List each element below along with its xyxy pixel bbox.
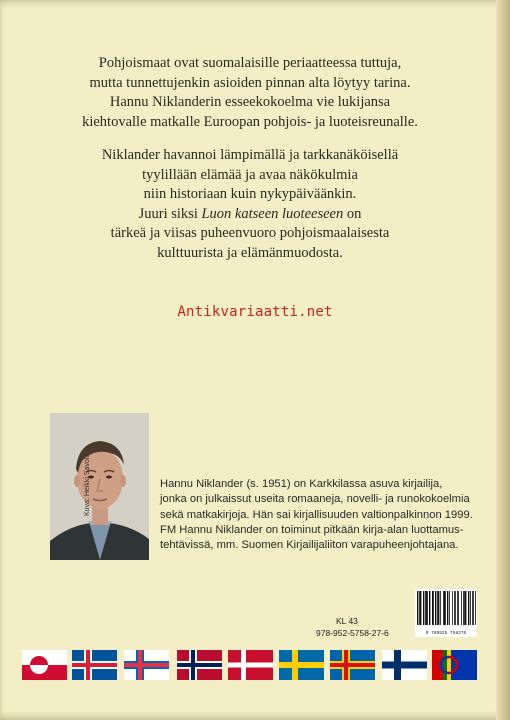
barcode-bars: [415, 589, 477, 629]
photo-credit: Kuva: Heikki Savola: [84, 453, 91, 516]
bio-line: tehtävissä, mm. Suomen Kirjailijaliiton varapuheenjohtajana.: [160, 539, 459, 552]
blurb-paragraph-1: [60, 54, 440, 132]
bio-line: Hannu Niklander (s. 1951) on Karkkilassa asuva kirjailija,: [160, 478, 443, 490]
barcode-bar: [423, 591, 424, 625]
barcode-bar: [427, 591, 428, 625]
cover-edge: [496, 0, 510, 720]
author-photo: [50, 413, 149, 560]
barcode-bar: [438, 591, 439, 625]
barcode-bar: [452, 591, 453, 625]
aland-flag-icon: [330, 650, 375, 680]
barcode-bar: [468, 591, 469, 625]
bio-line: FM Hannu Niklander on toiminut pitkään kirja-alan luottamus-: [160, 523, 464, 536]
blurb-line: kiehtovalle matkalle Euroopan pohjois- ja luoteisreunalle.: [82, 113, 418, 130]
blurb-line: Pohjoismaat ovat suomalaisille periaatteessa tuttuja,: [98, 55, 402, 71]
author-bio: [160, 477, 480, 553]
barcode-bar: [435, 591, 436, 625]
isbn: 978-952-5758-27-6: [316, 628, 389, 638]
barcode-bar: [470, 591, 471, 625]
barcode-bar: [464, 591, 465, 625]
blurb-paragraph-2: [60, 146, 440, 263]
barcode-bar: [455, 591, 456, 625]
barcode-bar: [447, 591, 448, 625]
barcode-bar: [433, 591, 434, 625]
barcode-bar: [445, 591, 446, 625]
norway-flag-icon: [177, 650, 222, 680]
isbn-barcode: [415, 589, 477, 637]
barcode-bar: [454, 591, 455, 625]
barcode-bar: [429, 591, 430, 625]
blurb-line: mutta tunnettujenkin asioiden pinnan alta löytyy tarina.: [89, 74, 411, 91]
sweden-flag-icon: [279, 650, 324, 680]
blurb-line: [60, 205, 440, 225]
barcode-bar: [461, 591, 462, 625]
bio-line: sekä matkakirjoja. Hän sai kirjallisuuden valtionpalkinnon 1999.: [160, 508, 473, 521]
barcode-bar: [472, 591, 473, 625]
bio-line: jonka on julkaissut useita romaaneja, novelli- ja runokokoelmia: [160, 493, 470, 506]
barcode-bar: [419, 591, 420, 625]
barcode-bar: [437, 591, 438, 625]
faroe-flag-icon: [124, 650, 169, 680]
barcode-bar: [473, 591, 474, 625]
barcode-bar: [457, 591, 458, 625]
denmark-flag-icon: [228, 650, 273, 680]
watermark-text: Antikvariaatti.net: [177, 304, 333, 320]
blurb-line: niin historiaan kuin nykypäiväänkin.: [143, 186, 357, 202]
barcode-bar: [443, 591, 444, 625]
blurb-line: Hannu Niklanderin esseekokoelma vie lukijansa: [109, 94, 391, 110]
barcode-bar: [458, 591, 459, 625]
book-title: Luon katseen luoteeseen: [201, 205, 344, 222]
blurb-line: Niklander havannoi lämpimällä ja tarkkanäköisellä: [101, 147, 399, 163]
barcode-number: 9 789525 758276: [425, 631, 467, 636]
blurb-text: on: [343, 205, 362, 222]
barcode-bar: [425, 591, 426, 625]
blurb-line: kulttuurista ja elämänmuodosta.: [157, 244, 343, 261]
blurb-line: tyylillään elämää ja avaa näkökulmia: [142, 166, 358, 183]
finland-flag-icon: [382, 650, 427, 680]
library-class: KL 43: [336, 616, 358, 626]
sami-flag-icon: [432, 650, 477, 680]
barcode-bar: [449, 591, 450, 625]
barcode-bar: [475, 591, 476, 625]
blurb-line: tärkeä ja viisas puheenvuoro pohjoismaalaisesta: [110, 225, 390, 241]
blurb-text: Juuri siksi: [138, 205, 202, 222]
barcode-bar: [417, 591, 418, 625]
author-portrait: [50, 413, 149, 560]
barcode-bar: [440, 591, 441, 625]
barcode-bar: [420, 591, 421, 625]
iceland-flag-icon: [72, 650, 117, 680]
barcode-bar: [465, 591, 466, 625]
greenland-flag-icon: [22, 650, 67, 680]
barcode-bar: [463, 591, 464, 625]
